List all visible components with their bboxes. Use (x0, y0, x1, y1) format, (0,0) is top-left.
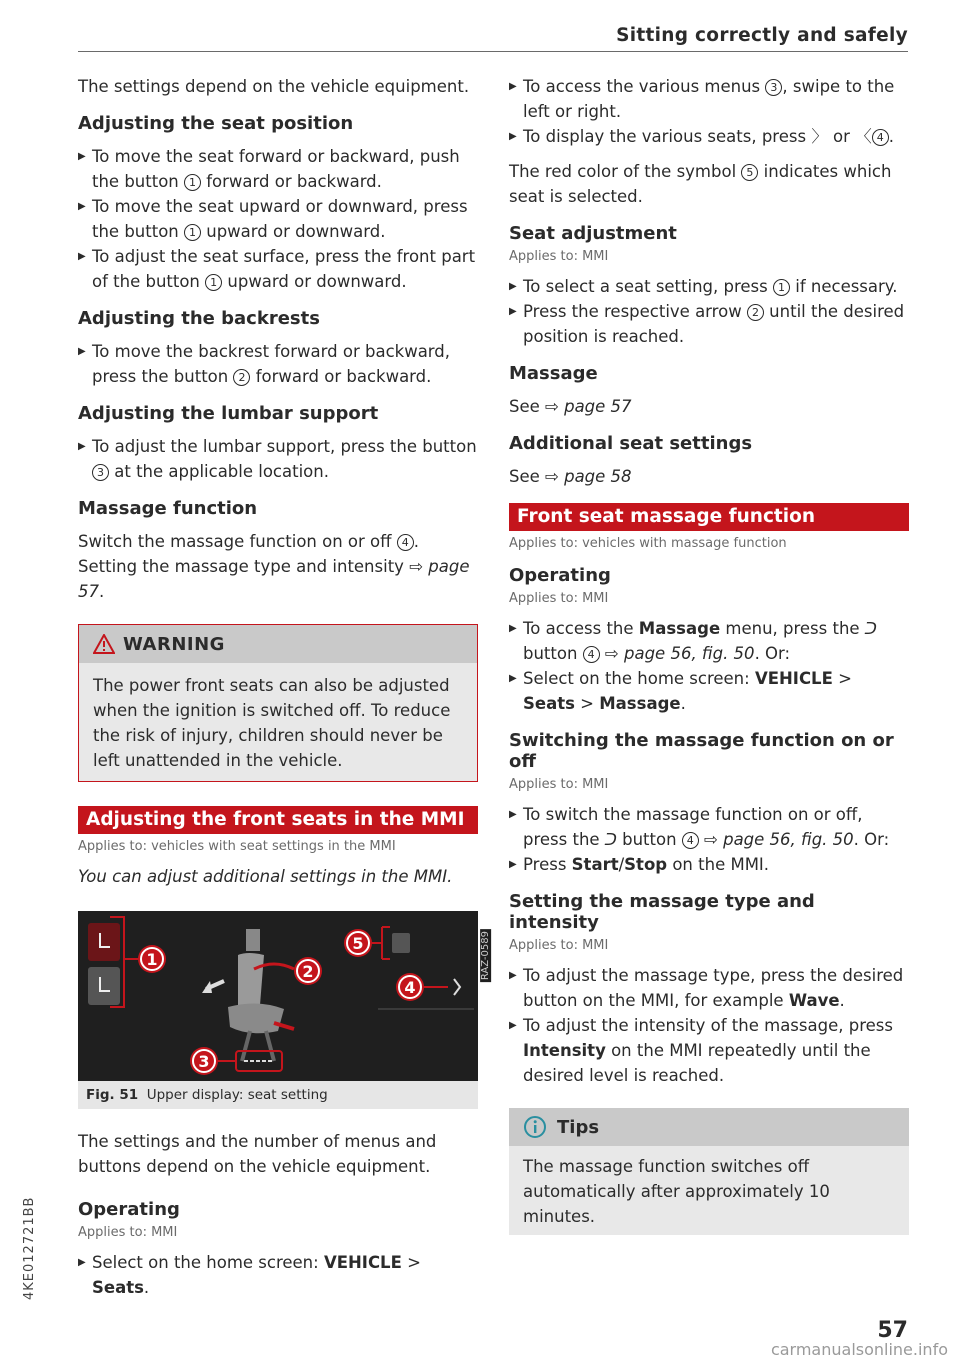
callout-4: 4 (682, 832, 699, 849)
warning-box (78, 624, 478, 782)
massage-function-text: Switch the massage function on or off 4 . Setting the massage type and intensity ⇨ page 57. (78, 532, 470, 601)
applies-to: Applies to: MMI (509, 777, 609, 792)
step-item: ▶ To access the Massage menu, press the ᑐ button 4 ⇨ page 56, fig. 50. Or: (509, 616, 909, 666)
heading-additional-settings: Additional seat settings (509, 433, 753, 454)
warning-header (79, 625, 477, 663)
callout-5: 5 (741, 164, 758, 181)
callout-2: 2 (747, 304, 764, 321)
heading-massage: Massage (509, 363, 598, 384)
step-item: ▶ Select on the home screen: VEHICLE > Seats. (78, 1250, 478, 1300)
seat-adjustment-steps (509, 274, 909, 349)
document-code: 4KE012721BB (22, 1196, 37, 1300)
info-icon (523, 1115, 547, 1139)
operating-steps (78, 1250, 478, 1300)
tips-body: The massage function switches off automatically after approximately 10 minutes. (523, 1157, 830, 1226)
driver-seat-icon (88, 923, 120, 961)
step-item: ▶ Press the respective arrow 2 until the desired position is reached. (509, 299, 909, 349)
warning-title: WARNING (123, 633, 225, 655)
heading-switching: Switching the massage function on or off (509, 730, 894, 772)
figure-seat-setting (78, 911, 491, 1081)
massage-see: See ⇨ page 57 (509, 397, 632, 416)
step-item: ▶ To access the various menus 3 , swipe to the left or right. (509, 74, 909, 124)
left-column (78, 74, 491, 1300)
svg-text:1: 1 (146, 950, 158, 969)
section-lead: You can adjust additional settings in the MMI. (78, 867, 453, 886)
warning-triangle-icon (93, 634, 115, 654)
step-item: ▶ To switch the massage function on or off, press the ᑐ button 4 ⇨ page 56, fig. 50. Or: (509, 802, 909, 852)
red-symbol-text: The red color of the symbol 5 indicates which seat is selected. (509, 162, 892, 206)
callout-3: 3 (92, 464, 109, 481)
section-title-mmi: Adjusting the front seats in the MMI (78, 806, 478, 834)
step-item: ▶ To select a seat setting, press 1 if necessary. (509, 274, 909, 299)
setting-type-steps (509, 963, 909, 1088)
tips-box (509, 1108, 909, 1235)
page-reference[interactable]: ⇨ page 58 (545, 467, 632, 486)
callout-4: 4 (872, 129, 889, 146)
svg-text:3: 3 (198, 1052, 210, 1071)
svg-text:5: 5 (352, 934, 364, 953)
heading-backrests: Adjusting the backrests (78, 308, 320, 329)
step-item: ▶ Select on the home screen: VEHICLE > Seats > Massage. (509, 666, 909, 716)
applies-to: Applies to: MMI (78, 1225, 178, 1240)
callout-4: 4 (397, 534, 414, 551)
applies-to: Applies to: vehicles with seat settings in the MMI (78, 839, 396, 854)
svg-text:2: 2 (302, 962, 314, 981)
applies-to: Applies to: MMI (509, 938, 609, 953)
section-title-front-massage: Front seat massage function (509, 503, 909, 531)
applies-to: Applies to: vehicles with massage function (509, 536, 787, 551)
step-item: ▶ To display the various seats, press 〉 or 〈 4 . (509, 124, 909, 149)
figure-caption: Fig. 51 Upper display: seat setting (78, 1081, 478, 1109)
step-item: ▶ To adjust the lumbar support, press the button 3 at the applicable location. (78, 434, 478, 484)
warning-body: The power front seats can also be adjusted when the ignition is switched off. To reduce the risk of injury, children should never be left unattended in the vehicle. (93, 676, 451, 770)
step-item: ▶ Press Start/Stop on the MMI. (509, 852, 909, 877)
callout-4: 4 (583, 646, 600, 663)
applies-to: Applies to: MMI (509, 591, 609, 606)
intro-text: The settings depend on the vehicle equipment. (78, 77, 470, 96)
page-reference[interactable]: ⇨ page 57 (78, 557, 470, 601)
callout-2: 2 (233, 369, 250, 386)
massage-seat-icon: ᑐ (604, 830, 617, 849)
running-header: Sitting correctly and safely (616, 25, 908, 46)
heading-seat-adjustment: Seat adjustment (509, 223, 677, 244)
page-number: 57 (877, 1318, 908, 1343)
chevron-right-icon: 〉 (811, 127, 828, 146)
callout-1: 1 (184, 224, 201, 241)
seat-display-illustration (78, 911, 478, 1081)
switching-steps (509, 802, 909, 877)
menu-steps (509, 74, 909, 149)
operating-steps (509, 616, 909, 716)
heading-setting-type: Setting the massage type and intensity (509, 891, 815, 933)
lumbar-steps (78, 434, 478, 484)
heading-seat-position: Adjusting the seat position (78, 113, 354, 134)
massage-seat-icon: ᑐ (864, 619, 877, 638)
header-rule (78, 51, 908, 52)
chevron-left-icon: 〈 (855, 127, 872, 146)
callout-1: 1 (184, 174, 201, 191)
tips-title: Tips (557, 1116, 600, 1138)
applies-to: Applies to: MMI (509, 249, 609, 264)
callout-1: 1 (205, 274, 222, 291)
page-reference[interactable]: ⇨ page 56, fig. 50 (604, 644, 755, 663)
step-item: ▶ To move the seat forward or backward, push the button 1 forward or backward. (78, 144, 478, 194)
seat-position-steps (78, 144, 478, 294)
step-item: ▶ To move the seat upward or downward, press the button 1 upward or downward. (78, 194, 478, 244)
heading-operating: Operating (509, 565, 611, 586)
callout-1: 1 (773, 279, 790, 296)
page-reference[interactable]: ⇨ page 56, fig. 50 (704, 830, 854, 849)
figure-code: RAZ-0589 (480, 931, 491, 981)
step-item: ▶ To move the backrest forward or backward, press the button 2 forward or backward. (78, 339, 478, 389)
passenger-seat-icon (88, 967, 120, 1005)
callout-3: 3 (765, 79, 782, 96)
step-item: ▶ To adjust the seat surface, press the front part of the button 1 upward or downward. (78, 244, 478, 294)
watermark: carmanualsonline.info (770, 1340, 948, 1359)
step-item: ▶ To adjust the intensity of the massage, press Intensity on the MMI repeatedly until the desired level is reached. (509, 1013, 909, 1088)
heading-operating: Operating (78, 1199, 180, 1220)
step-item: ▶ To adjust the massage type, press the desired button on the MMI, for example Wave. (509, 963, 909, 1013)
heading-lumbar: Adjusting the lumbar support (78, 403, 379, 424)
right-column (509, 74, 909, 1235)
after-figure-text: The settings and the number of menus and buttons depend on the vehicle equipment. (78, 1132, 437, 1176)
page-reference[interactable]: ⇨ page 57 (545, 397, 632, 416)
svg-text:4: 4 (404, 978, 416, 997)
tips-header (509, 1108, 909, 1146)
backrest-steps (78, 339, 478, 389)
heading-massage-function: Massage function (78, 498, 258, 519)
additional-see: See ⇨ page 58 (509, 467, 632, 486)
